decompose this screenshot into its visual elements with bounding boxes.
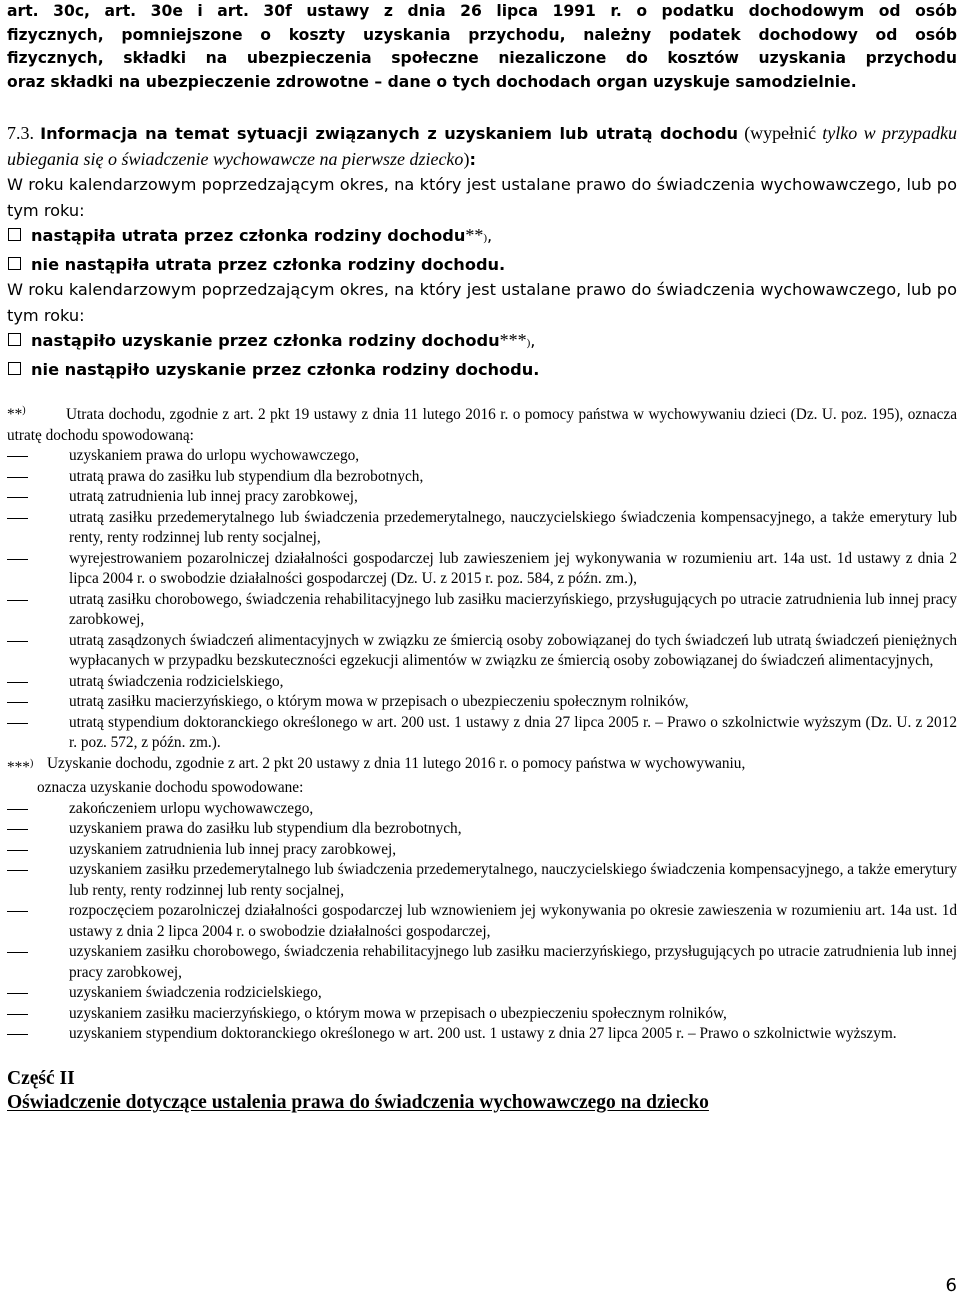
footnote-mark: *** <box>499 330 527 350</box>
list-item: utratą zasiłku chorobowego, świadczenia rehabilitacyjnego lub zasiłku macierzyńskiego, przysługujących po utracie zatrudnienia lub innej pracy zarobkowej, <box>7 590 957 631</box>
intro-line: fizycznych, składki na ubezpieczenia społeczne niezaliczone do kosztów uzyskania przychodu <box>7 49 957 67</box>
list-item: uzyskaniem stypendium doktoranckiego określonego w art. 200 ust. 1 ustawy z dnia 27 lipca 2005 r. – Prawo o szkolnictwie wyższym. <box>7 1024 957 1045</box>
option-2b-label: nie nastąpiło uzyskanie przez członka rodziny dochodu. <box>31 359 540 379</box>
checkbox-icon[interactable] <box>8 333 21 346</box>
intro-paragraph <box>7 0 957 94</box>
section-paren-close: ) <box>463 148 470 169</box>
footnote-2-head <box>7 754 957 779</box>
part-heading <box>7 1067 957 1115</box>
list-item: uzyskaniem zatrudnienia lub innej pracy zarobkowej, <box>7 840 957 861</box>
list-item: utratą zasiłku przedemerytalnego lub świadczenia przedemerytalnego, nauczycielskiego świadczenia kompensacyjnego, a także emerytury lub renty, renty rodzinnej lub renty socjalnej, <box>7 508 957 549</box>
intro-line: art. 30c, art. 30e i art. 30f ustawy z dnia 26 lipca 1991 r. o podatku dochodowym od osób <box>7 2 957 20</box>
list-item: uzyskaniem zasiłku macierzyńskiego, o którym mowa w przepisach o ubezpieczeniu społecznym rolników, <box>7 1004 957 1025</box>
checkbox-icon[interactable] <box>8 257 21 270</box>
document-page <box>7 0 957 1115</box>
option-1a-label: nastąpiła utrata przez członka rodziny dochodu <box>31 226 466 245</box>
footnote-1-mark: **) <box>7 405 26 424</box>
section-heading <box>7 121 957 172</box>
intro-line: fizycznych, pomniejszone o koszty uzyskania przychodu, należny podatek dochodowy od osób <box>7 25 957 44</box>
list-item: utratą zasiłku macierzyńskiego, o którym mowa w przepisach o ubezpieczeniu społecznym rolników, <box>7 692 957 713</box>
section-7-3 <box>7 121 957 382</box>
list-item: uzyskaniem prawa do urlopu wychowawczego, <box>7 446 957 467</box>
option-1a[interactable] <box>7 223 957 252</box>
list-item: uzyskaniem prawa do zasiłku lub stypendium dla bezrobotnych, <box>7 819 957 840</box>
list-item: rozpoczęciem pozarolniczej działalności gospodarczej lub wznowieniem jej wykonywania po okresie zawieszenia w rozumieniu art. 14a ust. 1d ustawy z dnia 2 lipca 2004 r. o swobodzie działalności gospodarczej, <box>7 901 957 942</box>
option-2a-label: nastąpiło uzyskanie przez członka rodziny dochodu <box>31 331 500 350</box>
footnote-1-list <box>7 446 957 754</box>
list-item: uzyskaniem zasiłku przedemerytalnego lub świadczenia przedemerytalnego, nauczycielskiego świadczenia kompensacyjnego, a także emerytury lub renty, renty rodzinnej lub renty socjalnej, <box>7 860 957 901</box>
list-item: utratą zasądzonych świadczeń alimentacyjnych w związku ze śmiercią osoby zobowiązanej do tych świadczeń lub utratą świadczeń pieniężnych wypłacanych w przypadku bezskuteczności egzekucji alimentów w związku ze śmiercią osoby zobowiązanej do świadczeń alimentacyjnych, <box>7 631 957 672</box>
section-paren-open: (wypełnić <box>744 123 817 143</box>
footnote-sup: ) <box>526 337 531 349</box>
part-label: Część II <box>7 1067 75 1089</box>
page-number: 6 <box>945 1275 957 1296</box>
footnote-mark: ** <box>465 225 484 245</box>
section-title: Informacja na temat sytuacji związanych z uzyskaniem lub utratą dochodu <box>40 124 739 143</box>
intro-line: oraz składki na ubezpieczenie zdrowotne – dane o tych dochodach organ uzyskuje samodzielnie. <box>7 72 857 91</box>
footnote-2-list <box>7 799 957 1045</box>
list-item: utratą prawa do zasiłku lub stypendium dla bezrobotnych, <box>7 467 957 488</box>
list-item: utratą stypendium doktoranckiego określonego w art. 200 ust. 1 ustawy z dnia 27 lipca 2005 r. – Prawo o szkolnictwie wyższym (Dz. U. z 2012 r. poz. 572, z późn. zm.). <box>7 713 957 754</box>
footnote-2-text-cont: oznacza uzyskanie dochodu spowodowane: <box>37 779 304 797</box>
list-item: uzyskaniem zasiłku chorobowego, świadczenia rehabilitacyjnego lub zasiłku macierzyńskiego, przysługujących po utracie zatrudnienia lub innej pracy zarobkowej, <box>7 942 957 983</box>
option-2a[interactable] <box>7 328 957 357</box>
part-title: Oświadczenie dotyczące ustalenia prawa do świadczenia wychowawczego na dziecko <box>7 1091 709 1113</box>
section-colon: : <box>469 149 476 169</box>
section-number: 7.3. <box>7 123 34 143</box>
list-item: uzyskaniem świadczenia rodzicielskiego, <box>7 983 957 1004</box>
question-1: W roku kalendarzowym poprzedzającym okres, na który jest ustalane prawo do świadczenia wychowawczego, lub po tym roku: <box>7 175 957 220</box>
footnote-2-mark: ***) <box>7 757 34 776</box>
option-1b-label: nie nastąpiła utrata przez członka rodziny dochodu. <box>31 254 506 274</box>
footnote-2-text: Uzyskanie dochodu, zgodnie z art. 2 pkt 20 ustawy z dnia 11 lutego 2016 r. o pomocy państwa w wychowywaniu, <box>47 754 746 772</box>
list-item: wyrejestrowaniem pozarolniczej działalności gospodarczej lub zawieszeniem jej wykonywania w rozumieniu art. 14a ust. 1d ustawy z dnia 2 lipca 2004 r. o swobodzie działalności gospodarczej (Dz. U. z 2015 r. poz. 584, z późn. zm.), <box>7 549 957 590</box>
option-2b[interactable] <box>7 357 957 383</box>
option-1b[interactable] <box>7 252 957 278</box>
list-item: utratą świadczenia rodzicielskiego, <box>7 672 957 693</box>
question-2: W roku kalendarzowym poprzedzającym okres, na który jest ustalane prawo do świadczenia wychowawczego, lub po tym roku: <box>7 280 957 325</box>
footnotes <box>7 401 957 1045</box>
footnote-1-full: Utrata dochodu, zgodnie z art. 2 pkt 19 ustawy z dnia 11 lutego 2016 r. o pomocy państwa w wychowywaniu dzieci (Dz. U. poz. 195), oznacza utratę dochodu spowodowaną: <box>7 406 957 444</box>
option-2a-tail: , <box>530 331 536 350</box>
list-item: utratą zatrudnienia lub innej pracy zarobkowej, <box>7 487 957 508</box>
option-1a-tail: , <box>487 226 493 245</box>
footnote-sup: ) <box>483 232 488 244</box>
list-item: zakończeniem urlopu wychowawczego, <box>7 799 957 820</box>
checkbox-icon[interactable] <box>8 362 21 375</box>
checkbox-icon[interactable] <box>8 228 21 241</box>
section-instruction: tylko w przypadku ubiegania się o świadczenie wychowawcze na pierwsze dziecko <box>7 123 958 169</box>
